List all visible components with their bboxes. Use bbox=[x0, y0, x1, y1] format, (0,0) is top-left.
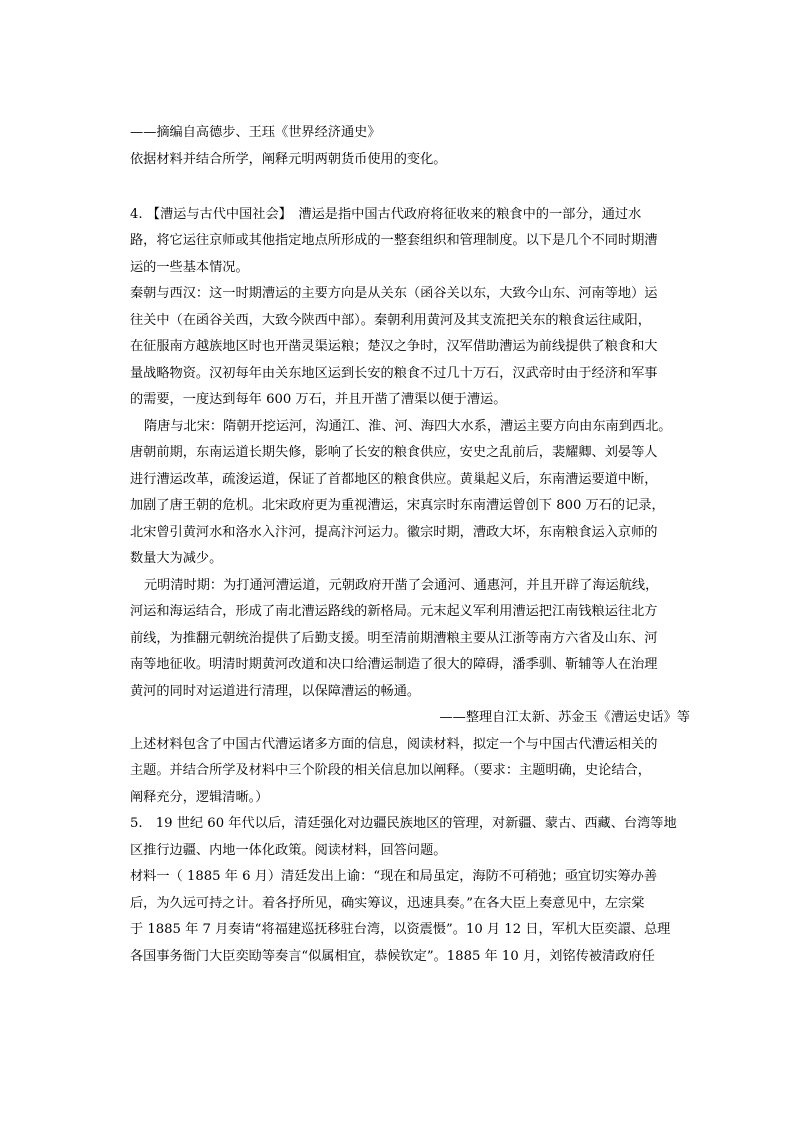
text-line: 于 1885 年 7 月奏请“将福建巡抚移驻台湾，以资震慑”。10 月 12 日，军机大臣奕譞、总理 bbox=[130, 922, 671, 937]
source-citation: ——摘编自高德步、王珏《世界经济通史》 bbox=[130, 125, 381, 140]
text-line: 加剧了唐王朝的危机。北宋政府更为重视漕运，宋真宗时东南漕运曾创下 800 万石的记录， bbox=[130, 498, 665, 513]
text-line: 路，将它运往京师或其他指定地点所形成的一整套组织和管理制度。以下是几个不同时期漕 bbox=[130, 233, 658, 248]
question-4-heading: 4. 【漕运与古代中国社会】 漕运是指中国古代政府将征收来的粮食中的一部分，通过水 bbox=[130, 207, 642, 222]
question-5-heading: 5. 19 世纪 60 年代以后，清廷强化对边疆民族地区的管理，对新疆、蒙古、西藏、台湾等地 bbox=[130, 816, 677, 831]
text-line: 前线，为推翻元朝统治提供了后勤支援。明至清前期漕粮主要从江浙等南方六省及山东、河 bbox=[130, 631, 658, 646]
text-line: 进行漕运改革，疏浚运道，保证了首都地区的粮食供应。黄巢起义后，东南漕运要道中断， bbox=[130, 472, 658, 487]
text-line: 运的一些基本情况。 bbox=[130, 260, 249, 275]
text-line: 区推行边疆、内地一体化政策。阅读材料，回答问题。 bbox=[130, 843, 447, 858]
question-prompt: 依据材料并结合所学，阐释元明两朝货币使用的变化。 bbox=[130, 152, 447, 167]
text-line: 往关中（在函谷关西，大致今陕西中部）。秦朝利用黄河及其支流把关东的粮食运往咸阳， bbox=[130, 313, 651, 328]
text-line: 数量大为减少。 bbox=[130, 551, 223, 566]
text-line: 南等地征收。明清时期黄河改道和决口给漕运制造了很大的障碍，潘季驯、靳辅等人在治理 bbox=[130, 657, 658, 672]
text-line: 北宋曾引黄河水和洛水入汴河，提高汴河运力。徽宗时期，漕政大坏，东南粮食运入京师的 bbox=[130, 525, 658, 540]
paragraph-yuan-ming-qing: 元明清时期：为打通河漕运道，元朝政府开凿了会通河、通惠河，并且开辟了海运航线， bbox=[144, 578, 659, 593]
material-1: 材料一（ 1885 年 6 月）清廷发出上谕：“现在和局虽定，海防不可稍弛；亟宜切实筹办善 bbox=[130, 869, 658, 884]
text-line: 在征服南方越族地区时也开凿灵渠运粮；楚汉之争时，汉军借助漕运为前线提供了粮食和大 bbox=[130, 339, 658, 354]
text-line: 的需要，一度达到每年 600 万石，并且开凿了漕渠以便于漕运。 bbox=[130, 392, 507, 407]
text-line: 河运和海运结合，形成了南北漕运路线的新格局。元末起义军利用漕运把江南钱粮运往北方 bbox=[130, 604, 658, 619]
text-line: 各国事务衙门大臣奕劻等奏言“似属相宜，恭候钦定”。1885 年 10 月，刘铭传被清政府任 bbox=[130, 949, 655, 964]
text-line: 阐释充分，逻辑清晰。） bbox=[130, 790, 269, 805]
paragraph-qin-han: 秦朝与西汉：这一时期漕运的主要方向是从关东（函谷关以东，大致今山东、河南等地）运 bbox=[130, 286, 658, 301]
source-citation: ——整理自江太新、苏金玉《漕运史话》等 bbox=[439, 710, 690, 725]
text-line: 唐朝前期，东南运道长期失修，影响了长安的粮食供应，安史之乱前后，裴耀卿、刘晏等人 bbox=[130, 445, 658, 460]
text-line: 量战略物资。汉初每年由关东地区运到长安的粮食不过几十万石，汉武帝时由于经济和军事 bbox=[130, 366, 658, 381]
text-line: 后，为久远可持之计。着各抒所见，确实筹议，迅速具奏。”在各大臣上奏意见中，左宗棠 bbox=[130, 896, 645, 911]
text-line: 黄河的同时对运道进行清理，以保障漕运的畅通。 bbox=[130, 684, 421, 699]
question-prompt: 上述材料包含了中国古代漕运诸多方面的信息，阅读材料，拟定一个与中国古代漕运相关的 bbox=[130, 737, 658, 752]
text-line: 主题。并结合所学及材料中三个阶段的相关信息加以阐释。（要求：主题明确，史论结合， bbox=[130, 763, 651, 778]
paragraph-sui-tang-song: 隋唐与北宋：隋朝开挖运河，沟通江、淮、河、海四大水系，漕运主要方向由东南到西北。 bbox=[144, 419, 672, 434]
